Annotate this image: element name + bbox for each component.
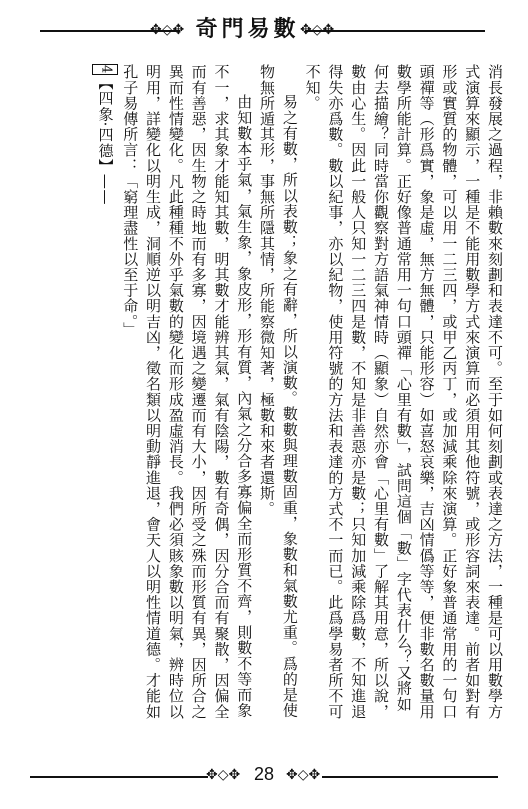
paragraph-3: 由知數本乎氣，氣生象，象皮形，形有質，內氣之分合多寡偏全而形質不齊，則數不等而象不一，求其象才能知其數，明其數才能辨其氣，氣有陰陽，數有奇偶，因分合而有聚散，因偏全而有善惡，因生物之時地而有多寡，因境遇之變遷而有大小，因所受之殊而形質有異，因所合之異而性情變化。凡此種種不外乎氣數的變化而形成盈虛消長。我們必須賅象數以明氣，辨時位以明用，詳變化以明生成，洞順逆以明吉凶，徵名類以明動靜進退，會天人以明性情道德。才能如孔子易傳所言：「窮理盡性以至于命。」 (121, 64, 254, 720)
header-ornament-right: ✥◇✥ (300, 22, 335, 38)
footer-rule-left (30, 776, 208, 778)
paragraph-1: 消長發展之過程，非賴數來刻劃和表達不可。至于如何刻劃或表達之方法，一種是可以用數學方式演算來顯示，一種是不能用數學方式來演算而必須用其他符號，或形容詞來表達。前者如對有形或實質的物體，可以用一二三四，或甲乙丙丁，或加減乘除來演算。正好象普通常用的一句口頭禪等（形爲實，象是虛，無方無體，只能形容）如喜怒哀樂，吉凶情僞等等，便非數名數量用數學所能計算。正好像普通常用一句口頭禪「心里有數」，試問這個「數」字代表什么？又將如何去描繪？同時當你觀察對方語氣神情時（顯象）自然亦會「心里有數」了解其用意，所以說，數由心生。因此一般人只知一二三四是數，不知是非善惡亦是數；只知加減乘除爲數，不知進退得失亦爲數。數以紀事，亦以紀物，使用符號的方法和表達的方式不一而已。此爲學易者所不可不知。 (303, 64, 504, 720)
header-title: 奇門易數 (195, 16, 300, 42)
footer-ornament-left: ✥◇✥ (206, 767, 241, 783)
page-body (30, 64, 506, 726)
footer-ornament-right: ✥◇✥ (286, 767, 321, 783)
page-number: 28 (253, 764, 275, 784)
footnote-marker: 4 (92, 64, 119, 75)
vertical-text-block (92, 64, 506, 726)
page-footer (0, 760, 528, 800)
header-rule-right (305, 30, 485, 32)
footnote-text: 【四象·四德】—— (96, 74, 115, 206)
header-ornament-left: ✥◇✥ (150, 22, 185, 38)
page-header (0, 0, 528, 64)
footnote (92, 64, 119, 726)
footer-rule-right (322, 776, 498, 778)
paragraph-2: 易之有數，所以表數；象之有辭，所以演數。數數與理數固重，象數和氣數尤重。爲的是使物無所遁其形，事無所隱其情，所能察微知著，極數和來者還斯。 (258, 64, 299, 718)
